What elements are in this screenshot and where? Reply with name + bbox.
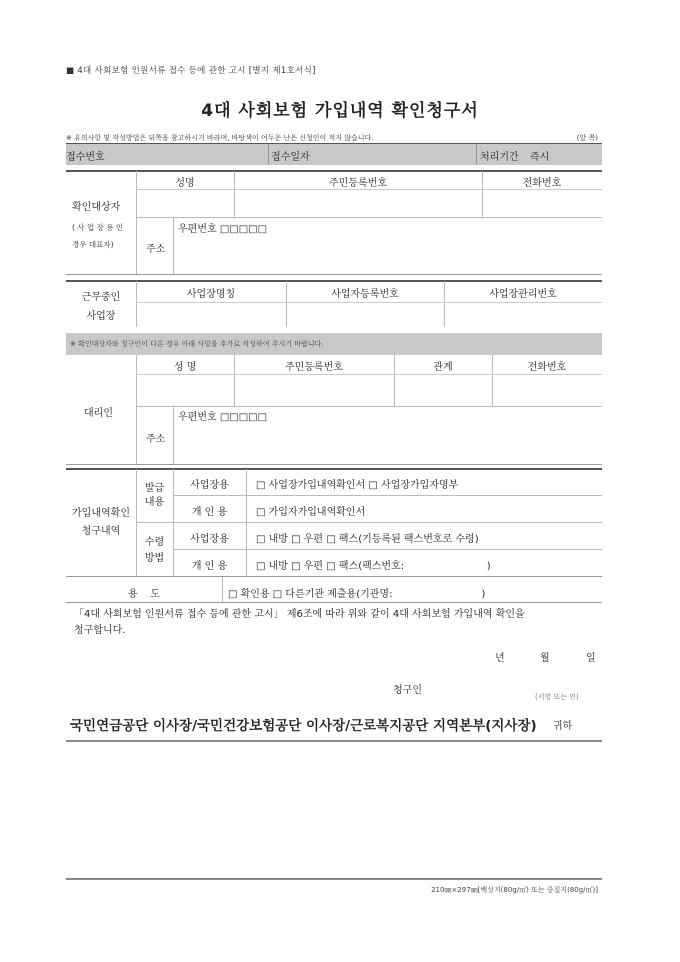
receive-biz-options[interactable]: □ 내방 □ 우편 □ 팩스(기등록된 팩스번호로 수령) — [256, 534, 479, 545]
date-day: 일 — [586, 653, 596, 664]
workplace-name-label: 사업장명칭 — [186, 289, 236, 300]
form-title: 4대 사회보험 가입내역 확인청구서 — [201, 101, 479, 121]
date-month: 월 — [540, 653, 550, 664]
target-rrn-label: 주민등록번호 — [329, 178, 387, 189]
request-rule-2 — [136, 522, 602, 523]
issue-biz-options[interactable]: □ 사업장가입내역확인서 □ 사업장가입자명부 — [256, 480, 459, 491]
receipt-number-label: 접수번호 — [66, 152, 105, 163]
issue-biz-label: 사업장용 — [190, 480, 229, 491]
request-section-label: 가입내역확인 청구내역 — [72, 508, 130, 537]
recipient-rule — [66, 740, 602, 742]
target-top-rule — [66, 170, 602, 172]
target-mid-rule — [136, 217, 602, 218]
target-section-sub: ( 사 업 장 용 인 경우 대표자) — [72, 223, 124, 249]
target-section-label: 확인대상자 — [72, 202, 121, 213]
agent-address-vline — [173, 406, 174, 464]
page-side: (앞 쪽) — [576, 134, 598, 142]
agent-section-label: 대리인 — [84, 408, 113, 419]
processing-period-label: 처리기간 — [480, 152, 519, 163]
agent-bottom-rule — [66, 464, 602, 465]
request-top-rule — [66, 468, 602, 470]
form-reference: ■ 4대 사회보험 인원서류 접수 등에 관한 고시 [별지 제1호서식] — [66, 66, 316, 76]
usage-bottom-rule — [66, 602, 602, 603]
target-address-label: 주소 — [146, 244, 166, 255]
agent-relation-label: 관계 — [433, 362, 453, 373]
workplace-mgmtno-label: 사업장관리번호 — [489, 289, 557, 300]
date-year: 년 — [495, 653, 505, 664]
workplace-vline-2 — [444, 281, 445, 327]
workplace-header-rule — [136, 302, 602, 303]
receive-method-label: 수령 방법 — [144, 537, 165, 564]
agent-notice: ※ 확인대상자와 청구인이 다른 경우 아래 사항을 추가로 작성하여 주시기 바랍니다. — [70, 340, 324, 348]
agent-header-rule — [136, 374, 602, 375]
target-bottom-rule — [66, 274, 602, 275]
target-postal-code[interactable]: 우편번호 □□□□□ — [178, 224, 268, 235]
footer-rule — [66, 878, 602, 880]
agent-vline-2 — [394, 355, 395, 406]
usage-options[interactable]: □ 확인용 □ 다른기관 제출용(기관명: ) — [228, 589, 486, 600]
target-vline-1 — [234, 171, 235, 217]
usage-vline — [222, 577, 223, 602]
receipt-divider-2 — [476, 144, 477, 165]
agent-rrn-label: 주민등록번호 — [285, 362, 343, 373]
workplace-vline-1 — [286, 281, 287, 327]
receipt-bar — [66, 144, 602, 165]
receive-personal-label: 개 인 용 — [191, 561, 228, 572]
workplace-section-label: 근무중인 사업장 — [81, 292, 121, 322]
target-vline-2 — [482, 171, 483, 217]
request-rule-3 — [173, 549, 602, 550]
agent-address-label: 주소 — [146, 434, 166, 445]
receipt-divider-1 — [268, 144, 269, 165]
processing-period-value: 즉시 — [530, 152, 550, 163]
target-phone-label: 전화번호 — [522, 178, 562, 189]
issue-personal-label: 개 인 용 — [191, 507, 228, 518]
receive-biz-label: 사업장용 — [190, 534, 229, 545]
request-bottom-rule — [66, 576, 602, 577]
receipt-date-label: 접수일자 — [271, 152, 310, 163]
target-address-vline — [173, 217, 174, 274]
workplace-bizno-label: 사업자등록번호 — [331, 289, 399, 300]
recipient-name: 국민연금공단 이사장/국민건강보험공단 이사장/근로복지공단 지역본부(지사장) — [70, 718, 537, 734]
agent-phone-label: 전화번호 — [527, 362, 567, 373]
signer-label: 청구인 — [393, 685, 422, 696]
agent-name-label: 성 명 — [173, 362, 197, 373]
request-rule-1 — [173, 495, 602, 496]
request-statement: 「4대 사회보험 인원서류 접수 등에 관한 고시」 제6조에 따라 위와 같이 4대 사회보험 가입내역 확인을 청구합니다. — [74, 609, 525, 636]
issue-personal-options[interactable]: □ 가입자가입내역확인서 — [256, 507, 366, 518]
recipient-suffix: 귀하 — [553, 721, 573, 732]
agent-mid-rule — [136, 406, 602, 407]
paper-spec: 210㎜×297㎜[백상지(80g/㎡) 또는 중질지(80g/㎡)] — [431, 886, 598, 894]
agent-vline-1 — [234, 355, 235, 406]
target-name-label: 성명 — [175, 178, 195, 189]
agent-postal-code[interactable]: 우편번호 □□□□□ — [178, 412, 268, 423]
target-header-rule — [136, 189, 602, 190]
usage-label: 용 도 — [127, 589, 161, 600]
receive-personal-options[interactable]: □ 내방 □ 우편 □ 팩스(팩스번호: ) — [256, 561, 491, 572]
agent-vline-3 — [492, 355, 493, 406]
issue-content-label: 발급 내용 — [144, 483, 165, 508]
workplace-top-rule — [66, 280, 602, 282]
signer-sign: (서명 또는 인) — [535, 693, 579, 701]
form-note: ※ 유의사항 및 작성방법은 뒤쪽을 참고하시기 바라며, 바탕색이 어두운 난은 신청인이 적지 않습니다. — [66, 134, 374, 142]
